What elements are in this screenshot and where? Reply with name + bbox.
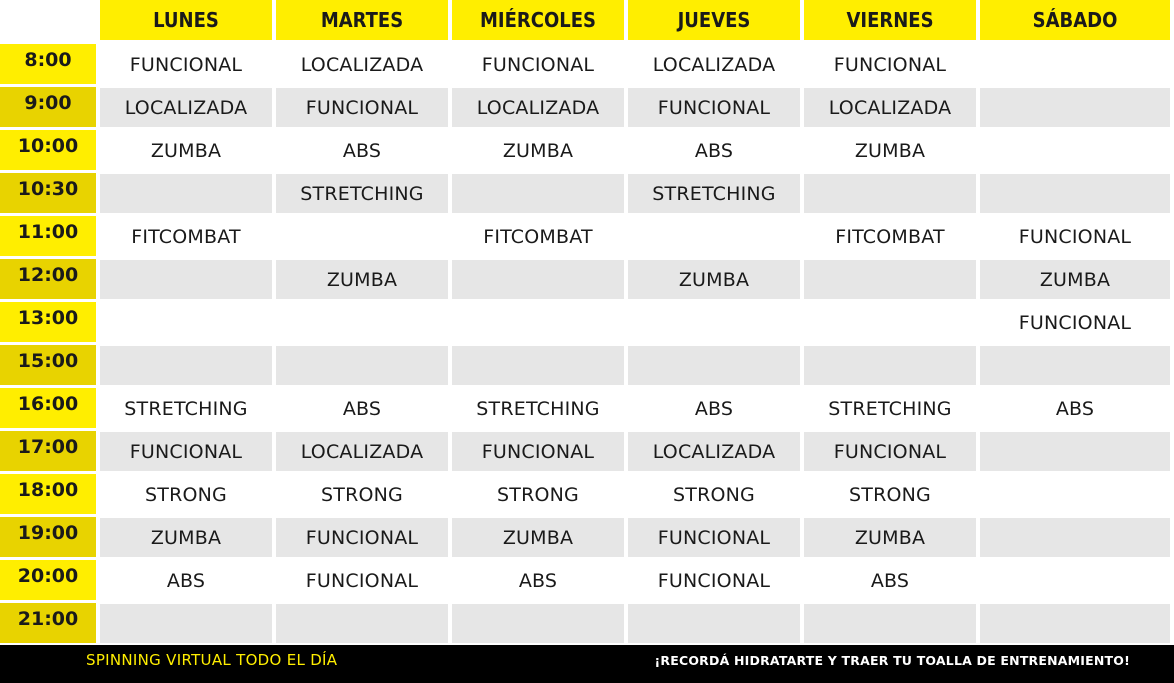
class-cell: ABS — [1055, 397, 1095, 420]
day-header-viernes: VIERNES — [804, 0, 976, 40]
class-cell — [628, 303, 800, 342]
day-header-jueves: JUEVES — [628, 0, 800, 40]
day-header-lunes: LUNES — [100, 0, 272, 40]
class-cell — [804, 604, 976, 643]
class-cell: LOCALIZADA — [628, 432, 800, 471]
class-cell: STRONG — [849, 483, 931, 506]
class-cell: STRETCHING — [628, 174, 800, 213]
class-cell: FUNCIONAL — [305, 569, 419, 592]
class-cell: STRETCHING — [276, 174, 448, 213]
day-header-miercoles: MIÉRCOLES — [452, 0, 624, 40]
class-cell — [804, 174, 976, 213]
class-cell: ZUMBA — [502, 139, 574, 162]
class-cell: FUNCIONAL — [276, 518, 448, 557]
class-cell: LOCALIZADA — [652, 53, 776, 76]
class-cell: STRONG — [497, 483, 579, 506]
class-cell: FITCOMBAT — [131, 225, 241, 248]
class-cell — [100, 346, 272, 385]
class-cell — [276, 217, 448, 256]
class-cell — [276, 604, 448, 643]
class-cell — [100, 604, 272, 643]
class-cell: FUNCIONAL — [1018, 225, 1132, 248]
class-cell: ZUMBA — [276, 260, 448, 299]
class-cell: LOCALIZADA — [452, 88, 624, 127]
class-cell: FUNCIONAL — [452, 432, 624, 471]
class-cell: FUNCIONAL — [628, 88, 800, 127]
class-cell: LOCALIZADA — [100, 88, 272, 127]
class-cell: FITCOMBAT — [483, 225, 593, 248]
class-cell: ZUMBA — [804, 518, 976, 557]
day-header-sabado: SÁBADO — [980, 0, 1170, 40]
class-cell — [452, 260, 624, 299]
time-slot-label: 8:00 — [0, 44, 96, 84]
class-cell — [452, 604, 624, 643]
time-slot-label: 9:00 — [0, 87, 96, 127]
class-cell: FUNCIONAL — [833, 53, 947, 76]
class-cell: STRETCHING — [476, 397, 600, 420]
class-cell — [980, 131, 1170, 170]
class-cell: ZUMBA — [854, 139, 926, 162]
class-cell: LOCALIZADA — [276, 432, 448, 471]
time-slot-label: 17:00 — [0, 431, 96, 471]
class-cell — [276, 346, 448, 385]
time-slot-label: 18:00 — [0, 474, 96, 514]
class-cell — [804, 303, 976, 342]
class-cell — [804, 346, 976, 385]
time-slot-label: 12:00 — [0, 259, 96, 299]
class-cell — [980, 561, 1170, 600]
class-cell — [980, 432, 1170, 471]
class-cell — [276, 303, 448, 342]
class-cell — [804, 260, 976, 299]
day-header-martes: MARTES — [276, 0, 448, 40]
class-cell: STRONG — [673, 483, 755, 506]
class-cell: LOCALIZADA — [804, 88, 976, 127]
class-cell — [980, 518, 1170, 557]
class-cell: FUNCIONAL — [481, 53, 595, 76]
class-cell: FUNCIONAL — [1018, 311, 1132, 334]
class-cell — [628, 217, 800, 256]
class-cell: ZUMBA — [628, 260, 800, 299]
class-cell: ABS — [166, 569, 206, 592]
time-slot-label: 19:00 — [0, 517, 96, 557]
time-slot-label: 16:00 — [0, 388, 96, 428]
class-cell: ABS — [342, 397, 382, 420]
class-cell: ABS — [518, 569, 558, 592]
class-cell — [980, 174, 1170, 213]
footer-bar — [0, 645, 1174, 683]
class-cell — [980, 475, 1170, 514]
class-cell — [100, 303, 272, 342]
class-cell: FUNCIONAL — [804, 432, 976, 471]
class-cell: ABS — [694, 139, 734, 162]
time-slot-label: 10:30 — [0, 173, 96, 213]
time-slot-label: 21:00 — [0, 603, 96, 643]
class-cell — [452, 174, 624, 213]
class-cell: LOCALIZADA — [300, 53, 424, 76]
class-cell: STRETCHING — [124, 397, 248, 420]
class-cell — [628, 604, 800, 643]
time-slot-label: 13:00 — [0, 302, 96, 342]
time-slot-label: 20:00 — [0, 560, 96, 600]
class-cell: STRETCHING — [828, 397, 952, 420]
class-cell: ABS — [342, 139, 382, 162]
class-cell: FUNCIONAL — [657, 569, 771, 592]
class-cell: ZUMBA — [980, 260, 1170, 299]
class-cell — [100, 260, 272, 299]
class-cell — [980, 88, 1170, 127]
class-cell — [100, 174, 272, 213]
time-slot-label: 15:00 — [0, 345, 96, 385]
footer-spinning-note: SPINNING VIRTUAL TODO EL DÍA — [86, 651, 338, 669]
class-cell: FUNCIONAL — [100, 432, 272, 471]
class-cell: FUNCIONAL — [628, 518, 800, 557]
class-cell: ZUMBA — [100, 518, 272, 557]
class-cell — [980, 346, 1170, 385]
class-cell: ABS — [870, 569, 910, 592]
class-cell — [452, 346, 624, 385]
class-cell — [980, 604, 1170, 643]
class-cell: ZUMBA — [150, 139, 222, 162]
class-cell: FUNCIONAL — [276, 88, 448, 127]
class-cell — [452, 303, 624, 342]
footer-reminder: ¡RECORDÁ HIDRATARTE Y TRAER TU TOALLA DE ENTRENAMIENTO! — [654, 652, 1130, 668]
time-slot-label: 10:00 — [0, 130, 96, 170]
class-cell — [628, 346, 800, 385]
class-cell: FITCOMBAT — [835, 225, 945, 248]
class-cell: STRONG — [321, 483, 403, 506]
class-cell: STRONG — [145, 483, 227, 506]
time-slot-label: 11:00 — [0, 216, 96, 256]
class-cell: ABS — [694, 397, 734, 420]
class-cell: FUNCIONAL — [129, 53, 243, 76]
class-cell: ZUMBA — [452, 518, 624, 557]
header-corner — [0, 0, 96, 43]
class-cell — [980, 45, 1170, 84]
